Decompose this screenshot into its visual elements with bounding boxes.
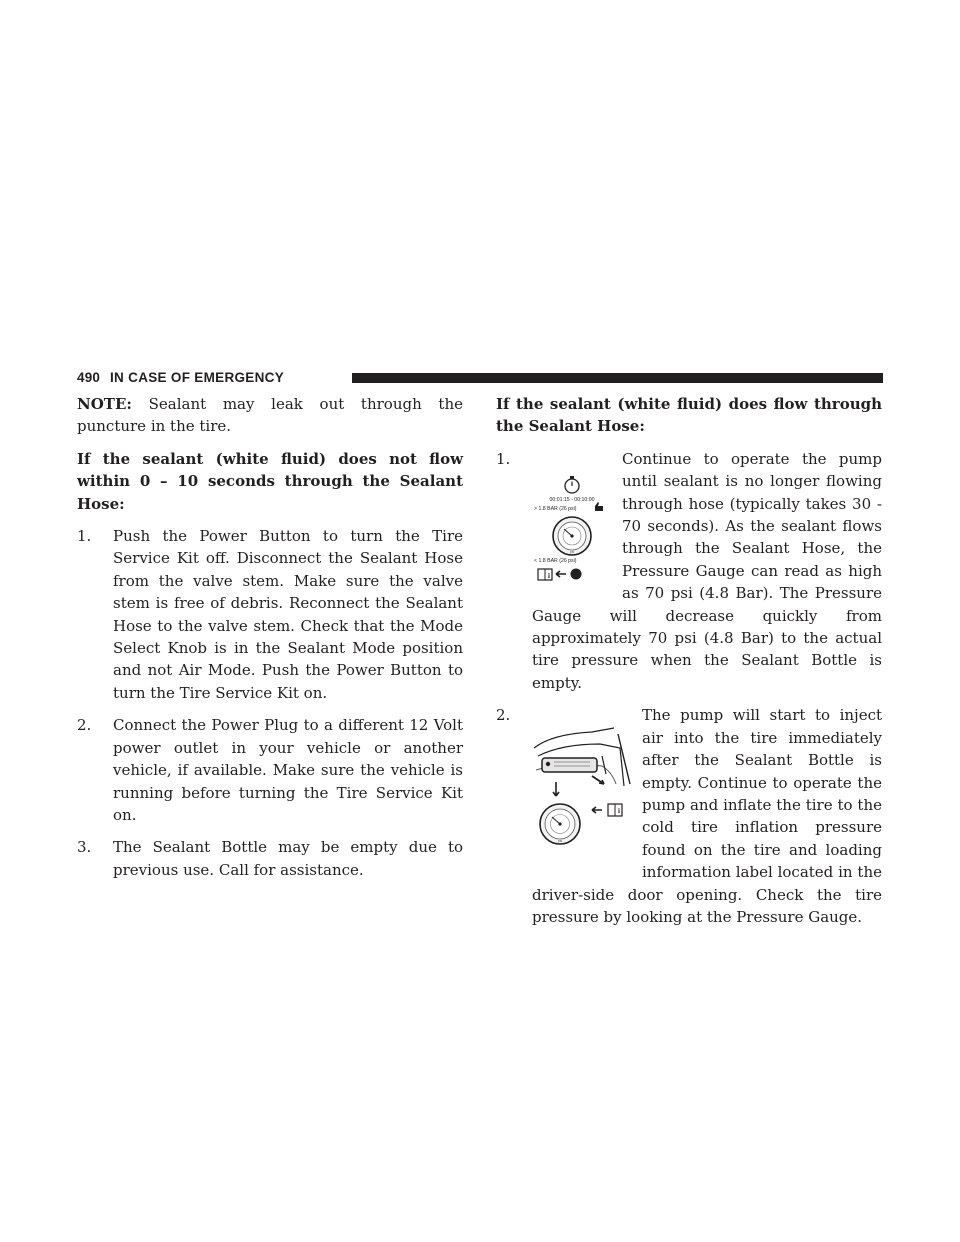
svg-text:psi: psi: [569, 549, 575, 554]
pressure-gauge-icon: [540, 804, 580, 844]
note-label: NOTE:: [77, 395, 132, 413]
item-number: 1.: [77, 527, 92, 546]
item-text: The Sealant Bottle may be empty due to previous use. Call for assistance.: [113, 838, 463, 879]
left-column: [77, 393, 463, 881]
item-number: 2.: [496, 706, 511, 725]
item-text: Connect the Power Plug to a different 12 Volt power outlet in your vehicle or another vehicle, if available. Make sure the vehicle is running before turning the Tire Service Kit on.: [113, 716, 463, 824]
item-number: 3.: [77, 838, 92, 857]
arrow-left-icon: [556, 571, 566, 577]
note-paragraph: [77, 393, 463, 438]
page-header: [77, 369, 883, 389]
arrow-down-icon: [553, 782, 559, 796]
list-item: [77, 714, 463, 826]
list-item: [77, 836, 463, 881]
right-column: [496, 393, 882, 928]
tire-label-doorway-icon: [534, 728, 630, 786]
svg-text:i: i: [548, 571, 550, 580]
svg-text:psi: psi: [557, 839, 563, 844]
valve-cap-icon: [571, 568, 582, 579]
item-text: The pump will start to inject air into the tire immediately after the Sealant Bottle is empty. Continue to operate the pump and inflate the tire to the cold tire inflation pressure found on the tire and loading information label located in the driver-side door opening. Check the tire pressure by looking at the Pressure Gauge.: [532, 706, 882, 926]
manual-book-icon: [608, 804, 622, 816]
pressure-gauge-icon: [553, 517, 591, 555]
section-title: IN CASE OF EMERGENCY: [110, 370, 285, 385]
svg-text:i: i: [618, 807, 620, 816]
right-heading: If the sealant (white fluid) does flow through the Sealant Hose:: [496, 395, 882, 436]
item-number: 2.: [77, 716, 92, 735]
manual-book-icon: [538, 569, 552, 580]
note-text: Sealant may leak out through the puncture in the tire.: [77, 395, 463, 436]
tire-inflation-figure: [532, 726, 632, 864]
stopwatch-icon: [565, 476, 579, 493]
high-pressure-label: > 1.8 BAR (26 psi): [534, 505, 577, 512]
page-number: 490: [77, 370, 101, 385]
thumbs-up-icon: [595, 502, 603, 511]
low-pressure-label: < 1.8 BAR (26 psi): [534, 557, 577, 564]
list-item: [496, 704, 882, 928]
pressure-gauge-figure: [532, 474, 612, 592]
item-number: 1.: [496, 449, 511, 468]
item-text: Push the Power Button to turn the Tire Service Kit off. Disconnect the Sealant Hose from the valve stem. Make sure the valve stem is free of debris. Reconnect the Sealant Hose to the valve stem. Check that the Mode Select Knob is in the Sealant Mode position and not Air Mode. Push the Power Button to turn the Tire Service Kit on.: [113, 527, 463, 702]
list-item: [496, 448, 882, 694]
item-text: Continue to operate the pump until sealant is no longer flowing through hose (typically takes 30 - 70 seconds). As the sealant flows through the Sealant Hose, the Pressure Gauge can read as high as 70 psi (4.8 Bar). The Pressure Gauge will decrease quickly from approximately 70 psi (4.8 Bar) to the actual tire pressure when the Sealant Bottle is empty.: [532, 449, 882, 692]
arrow-left-icon: [592, 807, 602, 813]
header-rule: [352, 373, 883, 383]
list-item: [77, 525, 463, 704]
timer-label: 00:01:15 - 00:10:00: [549, 496, 595, 503]
left-heading: If the sealant (white fluid) does not flow within 0 – 10 seconds through the Sealant Hose:: [77, 449, 463, 513]
